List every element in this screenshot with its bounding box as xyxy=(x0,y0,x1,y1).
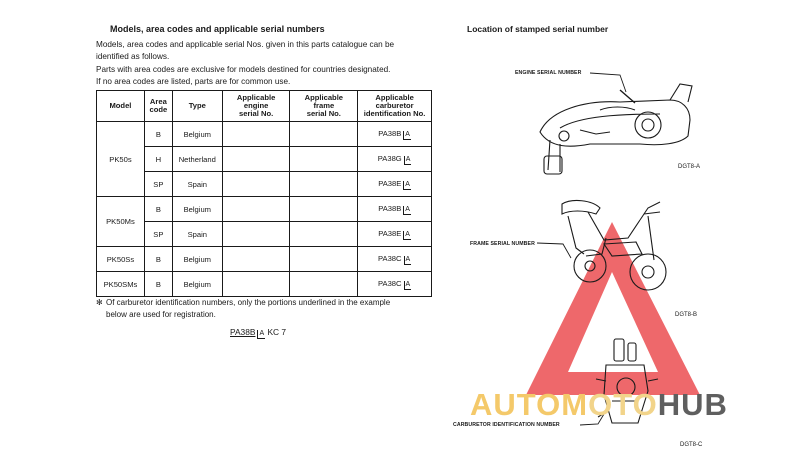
carburetor-id-cell: PA38E A xyxy=(358,172,432,197)
area-code-cell: B xyxy=(144,247,172,272)
asterisk-icon: ✻ xyxy=(96,298,103,307)
type-cell: Belgium xyxy=(172,247,222,272)
footnote-line: ✻ Of carburetor identification numbers, only the portions underlined in the example xyxy=(96,298,391,307)
header-engine-serial: Applicable engine serial No. xyxy=(222,91,290,122)
frame-pointer-line xyxy=(537,238,577,268)
carburetor-id-cell: PA38C A xyxy=(358,247,432,272)
model-cell: PK50Ss xyxy=(97,247,145,272)
intro-line: If no area codes are listed, parts are for common use. xyxy=(96,76,291,86)
type-cell: Spain xyxy=(172,172,222,197)
example-suffix: A xyxy=(259,330,265,337)
header-model: Model xyxy=(97,91,145,122)
type-cell: Belgium xyxy=(172,197,222,222)
engine-serial-label: ENGINE SERIAL NUMBER xyxy=(515,70,582,76)
watermark-logo: AUTOMOTOHUB xyxy=(470,387,728,422)
carburetor-id-cell: PA38C A xyxy=(358,272,432,297)
type-cell: Netherland xyxy=(172,147,222,172)
header-frame-serial: Applicable frame serial No. xyxy=(290,91,358,122)
type-cell: Belgium xyxy=(172,122,222,147)
area-code-cell: B xyxy=(144,197,172,222)
figure-code-c: DGT8-C xyxy=(680,442,703,448)
example-underlined: PA38B xyxy=(230,327,256,337)
figure-code-a: DGT8-A xyxy=(678,164,701,170)
type-cell: Belgium xyxy=(172,272,222,297)
area-code-cell: SP xyxy=(144,172,172,197)
area-code-cell: B xyxy=(144,272,172,297)
section-heading: Models, area codes and applicable serial numbers xyxy=(110,24,325,34)
engine-pointer-line xyxy=(590,70,630,100)
example-rest: KC 7 xyxy=(267,327,287,337)
area-code-cell: SP xyxy=(144,222,172,247)
type-cell: Spain xyxy=(172,222,222,247)
footnote-line: below are used for registration. xyxy=(106,309,216,319)
carburetor-id-label: CARBURETOR IDENTIFICATION NUMBER xyxy=(453,422,560,428)
figure-code-b: DGT8-B xyxy=(675,312,698,318)
header-type: Type xyxy=(172,91,222,122)
area-code-cell: B xyxy=(144,122,172,147)
model-cell: PK50Ms xyxy=(97,197,145,247)
area-code-cell: H xyxy=(144,147,172,172)
carburetor-id-cell: PA38B A xyxy=(358,122,432,147)
carburetor-id-cell: PA38E A xyxy=(358,222,432,247)
carburetor-id-cell: PA38B A xyxy=(358,197,432,222)
intro-line: Models, area codes and applicable serial Nos. given in this parts catalogue can be xyxy=(96,40,395,49)
model-cell: PK50s xyxy=(97,122,145,197)
intro-line: identified as follows. xyxy=(96,52,170,62)
carburetor-id-cell: PA38G A xyxy=(358,147,432,172)
header-carburetor-id: Applicable carburetor identification No. xyxy=(358,91,432,122)
model-cell: PK50SMs xyxy=(97,272,145,297)
intro-line: Parts with area codes are exclusive for models destined for countries designated. xyxy=(96,64,391,74)
header-area-code: Area code xyxy=(144,91,172,122)
location-title: Location of stamped serial number xyxy=(467,24,609,34)
frame-serial-label: FRAME SERIAL NUMBER xyxy=(470,241,535,247)
